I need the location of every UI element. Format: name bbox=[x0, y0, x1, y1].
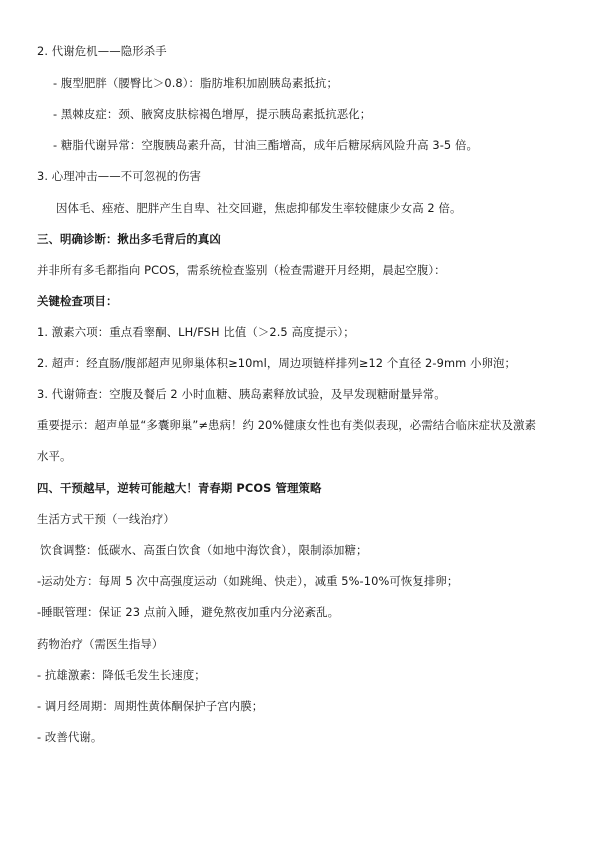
diagnosis-intro: 并非所有多毛都指向 PCOS，需系统检查鉴别（检查需避开月经期，晨起空腹）： bbox=[37, 263, 446, 277]
lifestyle-heading: 生活方式干预（一线治疗） bbox=[37, 512, 175, 526]
important-note-continued: 水平。 bbox=[37, 449, 72, 463]
list-item-metabolic-screening: 3. 代谢筛查：空腹及餐后 2 小时血糖、胰岛素释放试验，及早发现糖耐量异常。 bbox=[37, 387, 446, 401]
list-item-metabolism: - 改善代谢。 bbox=[37, 730, 103, 744]
medication-heading: 药物治疗（需医生指导） bbox=[37, 637, 164, 651]
list-item-antiandrogen: - 抗雄激素：降低毛发生长速度； bbox=[37, 668, 206, 682]
important-note: 重要提示：超声单显“多囊卵巢”≠患病！约 20%健康女性也有类似表现，必需结合临床症状及激素 bbox=[37, 418, 537, 432]
section-2-heading: 2. 代谢危机——隐形杀手 bbox=[37, 44, 167, 58]
section-3-heading: 3. 心理冲击——不可忽视的伤害 bbox=[37, 169, 202, 183]
list-item-acanthosis: - 黑棘皮症：颈、腋窝皮肤棕褐色增厚，提示胰岛素抵抗恶化； bbox=[53, 107, 372, 121]
list-item-ultrasound: 2. 超声：经直肠/腹部超声见卵巢体积≥10ml，周边项链样排列≥12 个直径 2-9mm 小卵泡； bbox=[37, 356, 517, 370]
list-item-cycle-regulation: - 调月经周期：周期性黄体酮保护子宫内膜； bbox=[37, 699, 264, 713]
list-item-sleep: -睡眠管理：保证 23 点前入睡，避免熬夜加重内分泌紊乱。 bbox=[37, 605, 340, 619]
list-item-exercise: -运动处方：每周 5 次中高强度运动（如跳绳、快走），减重 5%-10%可恢复排卵； bbox=[37, 574, 459, 588]
list-item-metabolic-abnormality: - 糖脂代谢异常：空腹胰岛素升高，甘油三酯增高，成年后糖尿病风险升高 3-5 倍。 bbox=[53, 138, 478, 152]
section-diagnosis-heading: 三、明确诊断：揪出多毛背后的真凶 bbox=[37, 232, 221, 246]
psychology-paragraph: 因体毛、痤疮、肥胖产生自卑、社交回避，焦虑抑郁发生率较健康少女高 2 倍。 bbox=[56, 201, 462, 215]
list-item-abdominal-obesity: - 腹型肥胖（腰臀比＞0.8）：脂肪堆积加剧胰岛素抵抗； bbox=[53, 76, 338, 90]
key-tests-heading: 关键检查项目： bbox=[37, 294, 118, 308]
section-management-heading: 四、干预越早，逆转可能越大！青春期 PCOS 管理策略 bbox=[37, 481, 322, 495]
list-item-hormones: 1. 激素六项：重点看睾酮、LH/FSH 比值（＞2.5 高度提示）； bbox=[37, 325, 355, 339]
list-item-diet: 饮食调整：低碳水、高蛋白饮食（如地中海饮食），限制添加糖； bbox=[40, 543, 368, 557]
